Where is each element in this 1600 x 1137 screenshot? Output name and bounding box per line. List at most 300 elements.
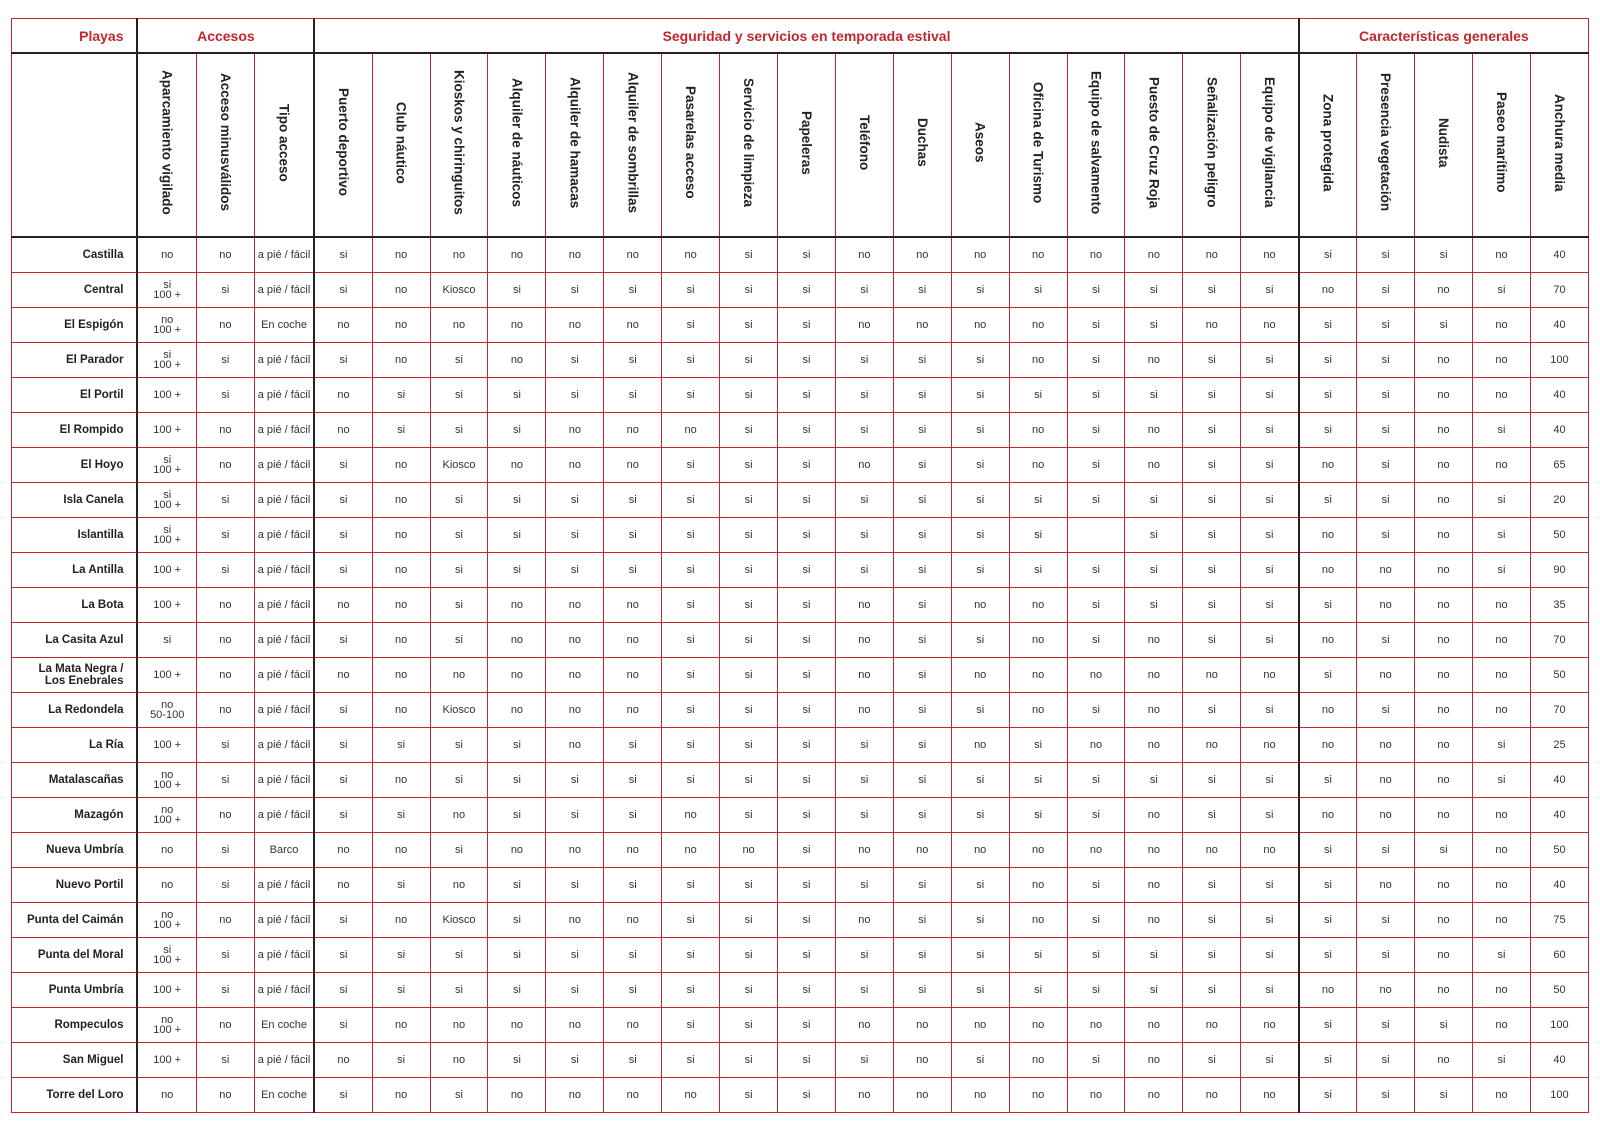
table-cell: si [372,973,430,1008]
table-cell: no [1415,483,1473,518]
beach-name: Matalascañas [12,763,138,798]
table-cell: si [488,728,546,763]
table-cell: Kiosco [430,448,488,483]
table-cell: no [720,833,778,868]
table-cell: no [372,1008,430,1043]
table-cell: si [604,343,662,378]
table-cell: no [604,308,662,343]
table-cell: si [893,868,951,903]
table-cell: si [1357,518,1415,553]
table-cell: no [372,237,430,273]
table-cell: 40 [1530,237,1588,273]
table-cell: no [1125,237,1183,273]
table-cell: si [1357,1008,1415,1043]
table-cell: si [196,343,254,378]
table-cell: si [372,938,430,973]
column-header-zona-protegida [1299,53,1357,237]
table-cell: si [604,273,662,308]
table-cell: si [778,903,836,938]
table-cell: no [951,1008,1009,1043]
table-cell: si [1473,273,1531,308]
table-cell: no [372,1078,430,1113]
table-cell: si [1299,938,1357,973]
table-cell: no 100 + [137,903,196,938]
table-cell: si [488,763,546,798]
table-cell: si [604,798,662,833]
table-cell: si [720,553,778,588]
table-cell: si [1241,693,1299,728]
table-cell: no [1415,903,1473,938]
table-cell: si [778,763,836,798]
table-cell: si [720,798,778,833]
table-cell: no [1125,658,1183,693]
table-cell: si [1357,237,1415,273]
table-cell: no [951,308,1009,343]
beach-name: Torre del Loro [12,1078,138,1113]
table-cell: no [488,623,546,658]
table-cell: si [604,1043,662,1078]
table-cell: si [1473,1043,1531,1078]
table-cell: si [1067,903,1125,938]
table-cell: si [778,693,836,728]
table-cell: a pié / fácil [254,378,314,413]
table-cell: si [488,413,546,448]
table-cell: no [1009,1078,1067,1113]
table-cell: si [488,903,546,938]
table-cell: si [546,868,604,903]
table-cell: a pié / fácil [254,237,314,273]
table-cell: no [196,413,254,448]
table-cell: si 100 + [137,518,196,553]
column-header-paseo-maritimo [1473,53,1531,237]
table-cell: si [662,308,720,343]
table-cell: no [1183,308,1241,343]
table-cell: no [662,833,720,868]
table-cell: 70 [1530,693,1588,728]
table-cell: si [778,308,836,343]
table-cell: no [1415,973,1473,1008]
table-cell: si [1357,693,1415,728]
table-cell: si [372,868,430,903]
beach-name: La Ría [12,728,138,763]
table-cell: a pié / fácil [254,623,314,658]
table-cell: si [951,273,1009,308]
table-cell: si [778,1008,836,1043]
table-cell: si [1415,308,1473,343]
table-cell: si [1009,798,1067,833]
table-cell: no [137,833,196,868]
table-cell: 100 + [137,553,196,588]
column-header-row [12,53,1589,237]
table-cell: si [1241,938,1299,973]
table-cell: 50 [1530,973,1588,1008]
table-cell: si [488,518,546,553]
table-cell: 40 [1530,413,1588,448]
table-cell: si [1299,903,1357,938]
table-cell: si [1009,518,1067,553]
table-cell: si [1067,868,1125,903]
column-header-senalizacion-peligro [1183,53,1241,237]
table-cell: si [1241,518,1299,553]
table-cell: si [951,798,1009,833]
table-cell: si [1299,237,1357,273]
table-cell: no [372,518,430,553]
table-cell: no [893,1008,951,1043]
table-body [12,237,1589,1113]
table-cell: si [778,237,836,273]
table-cell: no [430,237,488,273]
table-cell: no [1415,413,1473,448]
column-header-equipo-de-vigilancia [1241,53,1299,237]
table-cell: si [546,973,604,1008]
table-cell: no [546,693,604,728]
table-cell: si [720,693,778,728]
table-row [12,413,1589,448]
table-cell: no [662,1078,720,1113]
table-cell: 100 [1530,1078,1588,1113]
table-cell: si [1241,483,1299,518]
column-header-puerto-deportivo [314,53,372,237]
table-cell: no [1183,1078,1241,1113]
table-cell: si [1299,378,1357,413]
column-header-equipo-de-salvamento [1067,53,1125,237]
table-cell: si [1415,1008,1473,1043]
table-cell: si [778,553,836,588]
table-cell: si [1241,763,1299,798]
table-cell: si [1125,378,1183,413]
table-cell: no [488,588,546,623]
table-cell: a pié / fácil [254,938,314,973]
table-cell: si [1067,938,1125,973]
table-cell: no [1473,308,1531,343]
table-cell: si [1183,623,1241,658]
table-row [12,1043,1589,1078]
table-cell: no 100 + [137,308,196,343]
table-cell: no [1009,693,1067,728]
table-cell: si [1241,1043,1299,1078]
table-cell: si [778,728,836,763]
table-cell: 60 [1530,938,1588,973]
table-cell: si [893,693,951,728]
table-cell: si [720,763,778,798]
table-cell: no [1299,553,1357,588]
table-cell: no [546,448,604,483]
table-cell: si [1299,1008,1357,1043]
table-cell: 40 [1530,868,1588,903]
table-cell: Barco [254,833,314,868]
table-cell: si [1241,273,1299,308]
table-cell: no [1415,868,1473,903]
table-cell: si [951,448,1009,483]
table-row [12,973,1589,1008]
table-cell: no [1415,763,1473,798]
table-cell: si [720,378,778,413]
table-cell: si [314,553,372,588]
beach-name: Punta del Caimán [12,903,138,938]
table-cell: no [196,1008,254,1043]
table-cell: no [488,693,546,728]
column-header-label: Servicio de limpieza [741,77,757,208]
table-cell: no [314,1043,372,1078]
beach-name: Nueva Umbría [12,833,138,868]
table-cell: no [1009,1008,1067,1043]
table-cell: si 100 + [137,343,196,378]
table-row [12,273,1589,308]
table-cell: no [604,658,662,693]
table-cell: si [720,237,778,273]
table-row [12,728,1589,763]
table-cell: no [1415,448,1473,483]
table-cell: a pié / fácil [254,728,314,763]
table-row [12,798,1589,833]
table-cell: no [835,308,893,343]
table-cell: si [372,728,430,763]
table-cell: no [1357,658,1415,693]
table-cell: si [430,588,488,623]
table-cell: no [1473,973,1531,1008]
table-cell: si [1009,483,1067,518]
table-cell: Kiosco [430,903,488,938]
table-cell: no [1009,588,1067,623]
beach-name: Castilla [12,237,138,273]
table-cell: no [835,1078,893,1113]
table-cell: no [196,588,254,623]
table-row [12,378,1589,413]
table-cell: no [1067,1008,1125,1043]
table-cell: si [951,413,1009,448]
table-cell: no [1009,903,1067,938]
table-cell: si [314,798,372,833]
table-cell: si [893,903,951,938]
table-cell: no [1415,728,1473,763]
table-cell: no [1009,658,1067,693]
table-cell: si [430,413,488,448]
table-cell: si [951,553,1009,588]
table-cell: si [196,1043,254,1078]
table-cell: a pié / fácil [254,973,314,1008]
table-cell: no [1241,658,1299,693]
table-cell: no [951,833,1009,868]
table-cell: si [893,623,951,658]
table-cell: si [196,868,254,903]
table-cell: si [1357,413,1415,448]
beach-name: Punta del Moral [12,938,138,973]
column-header-label: Aseos [972,122,988,163]
table-cell: no [1357,868,1415,903]
table-cell: a pié / fácil [254,413,314,448]
table-cell: a pié / fácil [254,763,314,798]
table-cell: si [488,798,546,833]
table-cell: no [604,588,662,623]
table-cell: si [314,483,372,518]
table-cell: si [1357,1043,1415,1078]
table-cell: si [1473,763,1531,798]
table-cell: si [835,973,893,1008]
table-cell: no [951,1078,1009,1113]
table-cell: no [1125,903,1183,938]
table-cell: si [662,588,720,623]
table-cell: no [1473,868,1531,903]
table-cell: si [1183,273,1241,308]
column-header-label: Teléfono [856,114,872,171]
table-cell: no [196,658,254,693]
table-cell: no [196,308,254,343]
table-cell: si [1473,728,1531,763]
table-cell: si [1299,343,1357,378]
table-cell: si [1125,308,1183,343]
column-header-alquiler-de-sombrillas [604,53,662,237]
table-cell: si [893,448,951,483]
table-cell: si [778,1078,836,1113]
table-cell: si [488,378,546,413]
table-cell: no [1241,1078,1299,1113]
column-header-label: Equipo de vigilancia [1262,77,1278,208]
beach-name: La Antilla [12,553,138,588]
table-cell: si [1357,623,1415,658]
table-cell: no [372,448,430,483]
table-cell: no [951,658,1009,693]
table-cell: si [430,553,488,588]
table-cell: si [1357,903,1415,938]
table-cell: si [1067,973,1125,1008]
table-cell: no [546,237,604,273]
table-cell: no [1299,273,1357,308]
table-cell: si [893,588,951,623]
table-cell: no [1009,623,1067,658]
table-cell: si [430,833,488,868]
table-cell: no [1357,553,1415,588]
table-cell: si [951,868,1009,903]
table-cell: si [1067,378,1125,413]
table-cell: si [720,308,778,343]
table-cell: si [1299,413,1357,448]
table-cell: no [604,237,662,273]
table-cell: no [1241,833,1299,868]
beach-name: Rompeculos [12,1008,138,1043]
table-cell: no [488,448,546,483]
table-cell: si [546,553,604,588]
table-cell: no [1357,973,1415,1008]
table-cell: no [372,588,430,623]
table-cell: no [1415,1043,1473,1078]
table-cell: si [1125,973,1183,1008]
table-cell: si [1357,483,1415,518]
table-cell: si [835,343,893,378]
beach-name: La Redondela [12,693,138,728]
column-header-acceso-minusvalidos [196,53,254,237]
table-cell: si [1473,938,1531,973]
table-cell: si [951,518,1009,553]
table-cell: 70 [1530,273,1588,308]
table-cell: si [662,483,720,518]
table-cell: si [314,343,372,378]
table-cell: 40 [1530,378,1588,413]
table-cell: si [488,868,546,903]
table-cell: no [1415,518,1473,553]
table-cell: si [1183,798,1241,833]
table-cell: si [196,518,254,553]
table-cell: no [546,1008,604,1043]
table-cell: si [951,938,1009,973]
table-cell: no [196,448,254,483]
table-cell: no [1241,308,1299,343]
table-cell: no [1473,237,1531,273]
table-cell: si [951,483,1009,518]
beaches-services-table [11,18,1589,1113]
table-cell: si [196,553,254,588]
table-cell: si [662,343,720,378]
table-cell: no [893,237,951,273]
column-header-label: Alquiler de hamacas [567,76,583,209]
table-cell: no [1299,518,1357,553]
table-row [12,1008,1589,1043]
table-cell: si [1241,623,1299,658]
table-cell: si [1067,448,1125,483]
table-cell: si [893,553,951,588]
table-cell: si [546,763,604,798]
table-cell: 40 [1530,798,1588,833]
table-cell: no [835,658,893,693]
table-cell: si [662,518,720,553]
table-cell: si [720,973,778,1008]
beach-name: El Portil [12,378,138,413]
beach-name: La Casita Azul [12,623,138,658]
table-cell: si [1241,378,1299,413]
table-cell: si [1009,553,1067,588]
table-cell: no [1473,1008,1531,1043]
table-cell: no [1415,378,1473,413]
table-cell: no [546,728,604,763]
beach-name: El Hoyo [12,448,138,483]
table-cell: si [835,798,893,833]
table-cell: no 100 + [137,763,196,798]
column-header-telefono [835,53,893,237]
table-cell: si [951,378,1009,413]
table-cell: no [1009,833,1067,868]
table-cell: si [1183,903,1241,938]
table-cell: no [314,833,372,868]
table-cell: si [1299,868,1357,903]
table-cell: no [835,237,893,273]
table-cell: si [604,868,662,903]
table-cell: si [1125,938,1183,973]
table-cell: si [1067,1043,1125,1078]
table-cell: no [314,413,372,448]
table-cell: si [720,448,778,483]
beach-name: Punta Umbría [12,973,138,1008]
table-cell: no [1473,833,1531,868]
table-cell: si [546,518,604,553]
table-cell: no [835,833,893,868]
table-cell: si [778,833,836,868]
table-cell: si [604,763,662,798]
table-cell: no [372,763,430,798]
table-cell: no [1009,448,1067,483]
table-cell: no [1415,588,1473,623]
column-header-label: Anchura media [1551,93,1567,192]
table-cell: 75 [1530,903,1588,938]
table-cell: no [951,237,1009,273]
table-cell: no [1125,343,1183,378]
table-cell: si [196,973,254,1008]
table-cell: En coche [254,1008,314,1043]
beach-name: El Espigón [12,308,138,343]
table-cell: si [1357,448,1415,483]
table-cell: si [835,938,893,973]
table-cell: si [951,973,1009,1008]
table-cell: si [1241,413,1299,448]
table-cell: no [430,308,488,343]
